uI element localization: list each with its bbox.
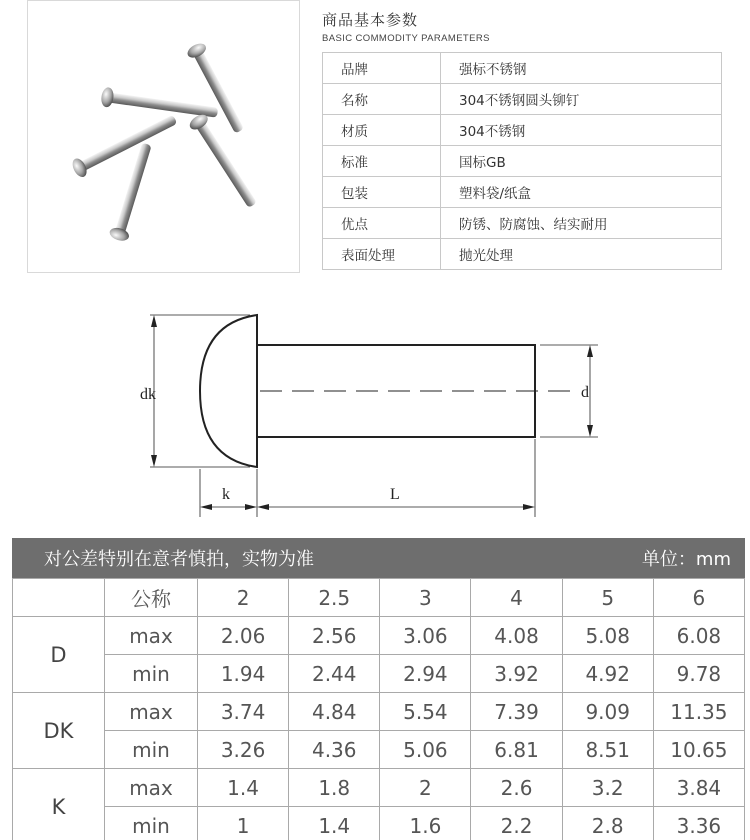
params-subtitle: BASIC COMMODITY PARAMETERS — [322, 33, 490, 44]
spec-header-row — [13, 579, 745, 617]
params-row — [323, 177, 722, 208]
param-value: 抛光处理 — [441, 239, 722, 270]
spec-cell: 2.56 — [289, 617, 380, 655]
label-k: k — [222, 486, 230, 503]
spec-cell: 3.92 — [471, 655, 562, 693]
spec-cell: 1.8 — [289, 769, 380, 807]
spec-size: 5 — [562, 579, 653, 617]
spec-row-label: min — [105, 655, 198, 693]
label-L: L — [390, 486, 400, 503]
spec-table — [12, 578, 745, 840]
spec-cell: 10.65 — [653, 731, 744, 769]
param-value: 304不锈钢 — [441, 115, 722, 146]
spec-row — [13, 731, 745, 769]
product-photo — [27, 0, 300, 273]
spec-cell: 2.2 — [471, 807, 562, 840]
spec-row — [13, 617, 745, 655]
rivet-5 — [108, 141, 156, 243]
param-key: 优点 — [323, 208, 441, 239]
param-value: 强标不锈钢 — [441, 53, 722, 84]
spec-row — [13, 655, 745, 693]
spec-cell: 5.06 — [380, 731, 471, 769]
spec-cell: 3.84 — [653, 769, 744, 807]
spec-size: 3 — [380, 579, 471, 617]
spec-cell: 4.36 — [289, 731, 380, 769]
spec-cell: 3.74 — [198, 693, 289, 731]
spec-size: 2 — [198, 579, 289, 617]
param-value: 防锈、防腐蚀、结实耐用 — [441, 208, 722, 239]
label-d: d — [581, 384, 589, 401]
spec-row — [13, 807, 745, 840]
spec-row-label: min — [105, 731, 198, 769]
spec-cell: 4.08 — [471, 617, 562, 655]
spec-row-label: max — [105, 693, 198, 731]
spec-cell: 3.26 — [198, 731, 289, 769]
spec-cell: 1.94 — [198, 655, 289, 693]
spec-cell: 8.51 — [562, 731, 653, 769]
params-row — [323, 146, 722, 177]
spec-cell: 3.06 — [380, 617, 471, 655]
unit-label: 单位：mm — [641, 549, 731, 570]
spec-cell: 6.81 — [471, 731, 562, 769]
params-title: 商品基本参数 — [322, 11, 419, 29]
param-key: 表面处理 — [323, 239, 441, 270]
spec-row-label: max — [105, 617, 198, 655]
tolerance-note: 对公差特别在意者慎拍，实物为准 — [44, 549, 314, 570]
spec-cell: 1.6 — [380, 807, 471, 840]
rivet-diagram — [110, 297, 640, 522]
rivet-4 — [70, 110, 180, 179]
param-key: 名称 — [323, 84, 441, 115]
param-value: 国标GB — [441, 146, 722, 177]
spec-cell: 9.09 — [562, 693, 653, 731]
rivet-head-outline — [200, 315, 257, 467]
spec-cell: 4.92 — [562, 655, 653, 693]
spec-cell: 1.4 — [289, 807, 380, 840]
spec-cell: 1.4 — [198, 769, 289, 807]
params-row — [323, 239, 722, 270]
spec-row — [13, 769, 745, 807]
param-key: 标准 — [323, 146, 441, 177]
spec-header-label: 公称 — [105, 579, 198, 617]
spec-group-label: D — [13, 617, 105, 693]
params-section — [322, 0, 722, 264]
spec-cell: 5.54 — [380, 693, 471, 731]
spec-cell: 3.36 — [653, 807, 744, 840]
spec-cell: 4.84 — [289, 693, 380, 731]
params-row — [323, 208, 722, 239]
spec-size: 6 — [653, 579, 744, 617]
spec-row-label: max — [105, 769, 198, 807]
params-table — [322, 52, 722, 270]
spec-cell: 7.39 — [471, 693, 562, 731]
params-row — [323, 53, 722, 84]
param-key: 材质 — [323, 115, 441, 146]
tolerance-note-bar — [12, 538, 745, 578]
params-row — [323, 84, 722, 115]
param-key: 包装 — [323, 177, 441, 208]
spec-size: 4 — [471, 579, 562, 617]
param-value: 塑料袋/纸盒 — [441, 177, 722, 208]
rivet-3 — [187, 112, 261, 211]
spec-group-label: DK — [13, 693, 105, 769]
spec-corner-cell — [13, 579, 105, 617]
spec-cell: 2.06 — [198, 617, 289, 655]
spec-cell: 2.8 — [562, 807, 653, 840]
spec-cell: 2.6 — [471, 769, 562, 807]
spec-group-label: K — [13, 769, 105, 840]
spec-row-label: min — [105, 807, 198, 840]
param-key: 品牌 — [323, 53, 441, 84]
spec-cell: 2 — [380, 769, 471, 807]
spec-cell: 2.94 — [380, 655, 471, 693]
spec-cell: 9.78 — [653, 655, 744, 693]
params-row — [323, 115, 722, 146]
param-value: 304不锈钢圆头铆钉 — [441, 84, 722, 115]
spec-size: 2.5 — [289, 579, 380, 617]
label-dk: dk — [140, 386, 156, 403]
spec-cell: 11.35 — [653, 693, 744, 731]
spec-cell: 3.2 — [562, 769, 653, 807]
rivets-image — [28, 1, 299, 272]
spec-cell: 5.08 — [562, 617, 653, 655]
rivet-drawing — [110, 297, 640, 522]
spec-cell: 1 — [198, 807, 289, 840]
spec-row — [13, 693, 745, 731]
spec-cell: 2.44 — [289, 655, 380, 693]
spec-cell: 6.08 — [653, 617, 744, 655]
